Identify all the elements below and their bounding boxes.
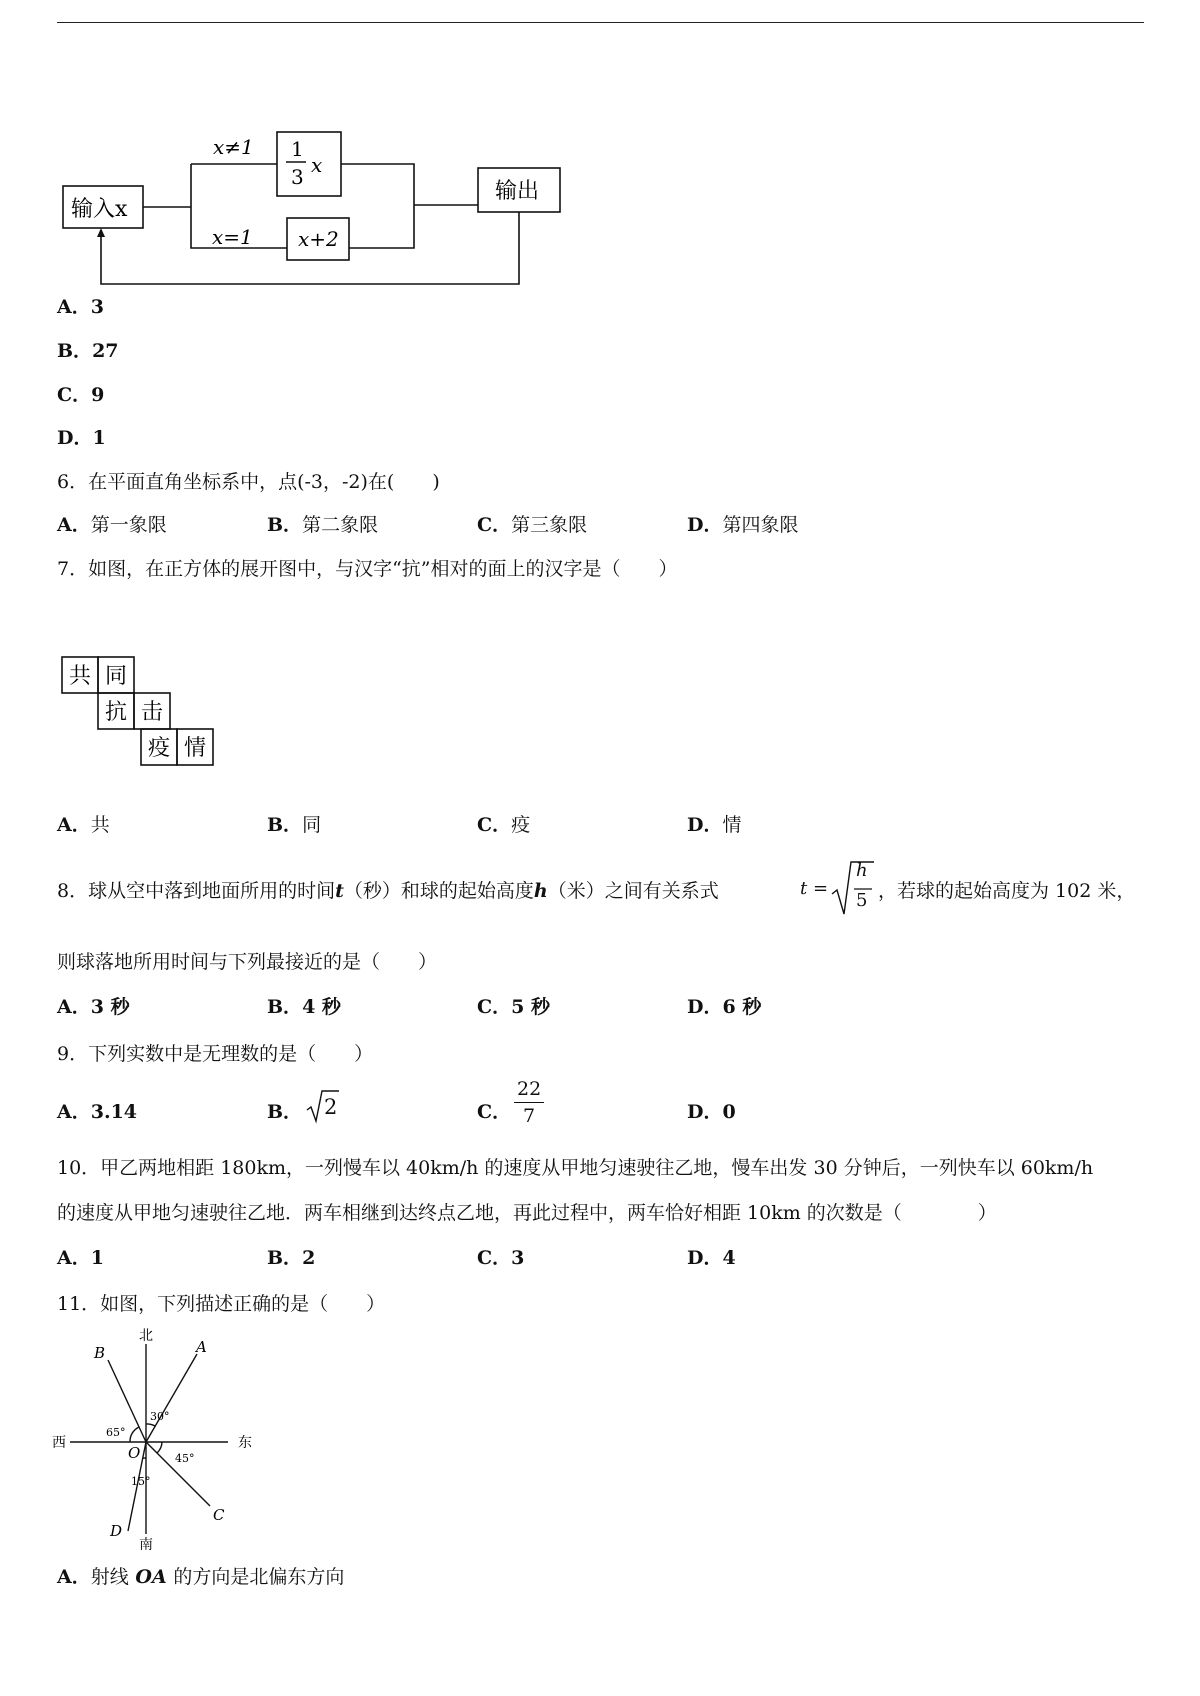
angle-45-label: 45° — [175, 1452, 195, 1465]
q9-option-d[interactable]: D．0 — [687, 1101, 736, 1123]
q10-option-a[interactable]: A．1 — [57, 1247, 104, 1269]
net-face-1: 共 — [68, 664, 92, 689]
q10-option-b[interactable]: B．2 — [267, 1247, 316, 1269]
branch-top-box — [277, 132, 341, 196]
ray-a-label: A — [196, 1338, 207, 1356]
compass-north-label: 北 — [139, 1328, 153, 1344]
q9-option-c-fraction: $\frac{22}{7}$ — [514, 1076, 544, 1129]
net-face-6: 情 — [183, 736, 207, 761]
angle-65-label: 65° — [106, 1426, 126, 1439]
input-label: 输入x — [71, 197, 128, 222]
q5-option-c[interactable]: C．9 — [57, 384, 105, 406]
branch-bottom-condition: x=1 — [212, 225, 253, 249]
angle-30-label: 30° — [150, 1410, 170, 1423]
q6-option-a[interactable]: A．第一象限 — [57, 514, 167, 536]
ray-d-label: D — [110, 1522, 123, 1540]
q7-option-c[interactable]: C．疫 — [477, 814, 531, 836]
q7-stem: 7．如图，在正方体的展开图中，与汉字“抗”相对的面上的汉字是（ ） — [57, 558, 678, 580]
q8-stem-line1-end: ，若球的起始高度为 102 米， — [878, 880, 1136, 902]
q8-formula: t = h 5 — [800, 858, 876, 918]
q8-option-d[interactable]: D．6 秒 — [687, 996, 762, 1018]
q11-stem: 11．如图，下列描述正确的是（ ） — [57, 1293, 386, 1315]
q5-option-a[interactable]: A．3 — [57, 296, 104, 318]
net-face-4: 击 — [140, 700, 164, 725]
arrow-head-icon — [97, 228, 105, 237]
q9-option-b-sqrt: 2 — [305, 1088, 341, 1124]
branch-top-condition: x≠1 — [213, 135, 254, 159]
output-label: 输出 — [495, 179, 540, 204]
q7-option-d[interactable]: D．情 — [687, 814, 742, 836]
flowchart-diagram — [55, 120, 575, 290]
q5-option-d[interactable]: D．1 — [57, 427, 106, 449]
q6-option-d[interactable]: D．第四象限 — [687, 514, 799, 536]
q10-stem-line2: 的速度从甲地匀速驶往乙地．两车相继到达终点乙地，再此过程中，两车恰好相距 10km 的次数是（ ） — [57, 1202, 997, 1224]
compass-center-label: O — [128, 1444, 141, 1462]
cube-net-diagram — [60, 655, 220, 780]
q10-option-d[interactable]: D．4 — [687, 1247, 736, 1269]
compass-diagram — [50, 1328, 260, 1550]
net-face-5: 疫 — [147, 736, 171, 761]
q7-option-a[interactable]: A．共 — [57, 814, 110, 836]
q10-option-c[interactable]: C．3 — [477, 1247, 525, 1269]
q9-stem: 9．下列实数中是无理数的是（ ） — [57, 1043, 374, 1065]
angle-15-label: 15° — [131, 1475, 151, 1488]
q10-stem-line1: 10．甲乙两地相距 180km，一列慢车以 40km/h 的速度从甲地匀速驶往乙地，慢车出发 30 分钟后，一列快车以 60km/h — [57, 1157, 1094, 1179]
q7-option-b[interactable]: B．同 — [267, 814, 322, 836]
q5-option-b[interactable]: B．27 — [57, 340, 119, 362]
compass-east-label: 东 — [238, 1435, 252, 1451]
branch-bottom-expression: x+2 — [298, 227, 339, 251]
compass-west-label: 西 — [52, 1435, 66, 1451]
net-face-2: 同 — [104, 664, 128, 689]
q6-option-b[interactable]: B．第二象限 — [267, 514, 379, 536]
q8-stem-line1: 8．球从空中落到地面所用的时间t（秒）和球的起始高度h（米）之间有关系式 — [57, 880, 719, 902]
q9-option-a[interactable]: A．3.14 — [57, 1101, 138, 1123]
q6-option-c[interactable]: C．第三象限 — [477, 514, 588, 536]
q8-stem-line2: 则球落地所用时间与下列最接近的是（ ） — [57, 951, 438, 973]
q11-option-a[interactable]: A．射线 OA 的方向是北偏东方向 — [57, 1566, 345, 1588]
q8-option-b[interactable]: B．4 秒 — [267, 996, 341, 1018]
fraction-numerator: 1 — [291, 137, 304, 161]
ray-b-label: B — [94, 1344, 106, 1362]
q6-stem: 6．在平面直角坐标系中，点(-3，-2)在( ) — [57, 471, 440, 493]
fraction-variable: x — [311, 153, 323, 177]
q8-option-c[interactable]: C．5 秒 — [477, 996, 550, 1018]
q9-option-c[interactable]: C． — [477, 1101, 512, 1123]
fraction-denominator: 3 — [291, 165, 304, 189]
net-face-3: 抗 — [104, 700, 128, 725]
ray-c-label: C — [213, 1506, 225, 1524]
q8-option-a[interactable]: A．3 秒 — [57, 996, 130, 1018]
header-rule — [57, 22, 1144, 23]
compass-south-label: 南 — [139, 1537, 153, 1550]
q9-option-b[interactable]: B． — [267, 1101, 303, 1123]
